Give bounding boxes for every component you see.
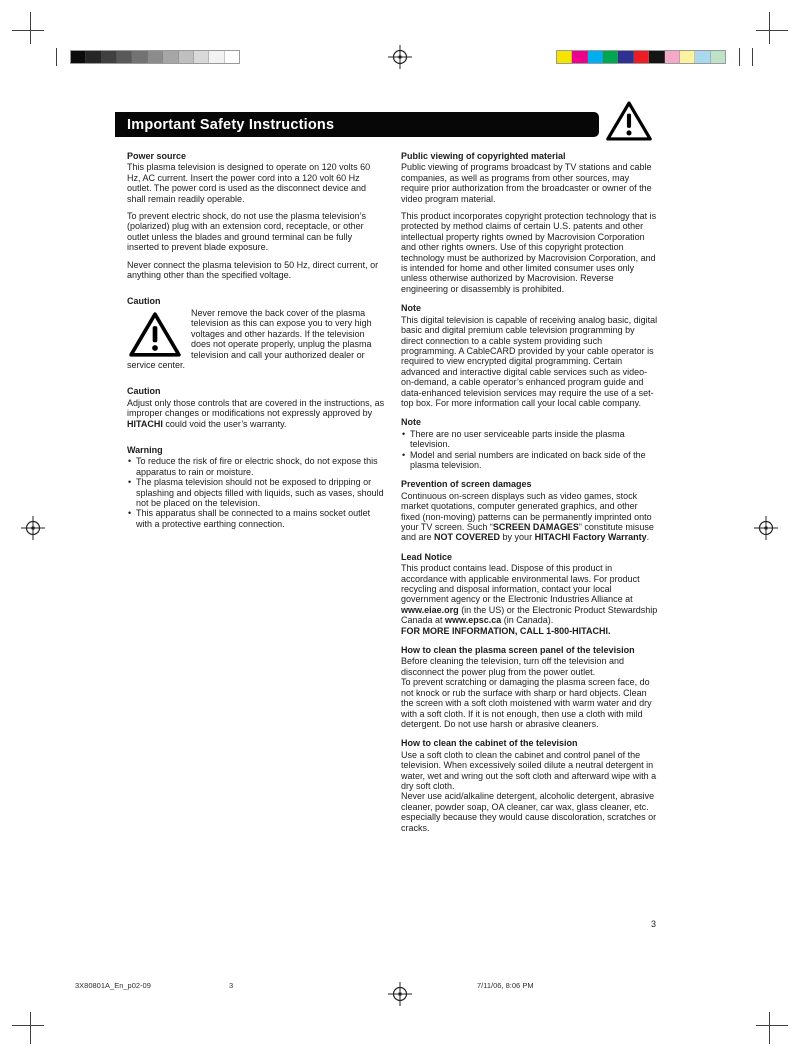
footer-datetime: 7/11/06, 8:06 PM <box>477 981 534 990</box>
paragraph: This digital television is capable of receiving analog basic, digital basic and digital premium cable television programming by direct connection to a cable system providing such programming. A CableCARD provided by your cable operator is required to view encrypted digital programming. Certain advanced and interactive digital cable services such as video-on-demand, a cable operator’s enhanced program guide and data-enhanced television services may require the use of a set-top box. For more information call your local cable company. <box>401 314 658 408</box>
right-column <box>401 151 659 842</box>
calibration-swatch <box>634 51 649 63</box>
section-heading: Caution <box>127 386 161 397</box>
calibration-swatch <box>148 51 163 63</box>
calibration-swatch <box>572 51 587 63</box>
section-body <box>401 750 659 833</box>
document-body <box>127 151 659 842</box>
paragraph: FOR MORE INFORMATION, CALL 1-800-HITACHI. <box>401 625 611 636</box>
section-caution-back-cover <box>127 296 385 370</box>
left-column <box>127 151 385 842</box>
warning-triangle-icon <box>606 100 652 142</box>
crop-mark <box>30 12 31 44</box>
section-body <box>401 429 659 471</box>
bullet-list <box>127 456 385 529</box>
section-public-viewing <box>401 151 659 294</box>
paragraph: This product contains lead. Dispose of this product in accordance with applicable environmental laws. For product recycling and disposal information, contact your local government agency or the Electronic Industries Alliance at www.eiae.org (in the US) or the Electronic Product Stewardship Canada at www.epsc.ca (in Canada). <box>401 563 658 626</box>
section-heading: How to clean the plasma screen panel of the television <box>401 645 635 656</box>
section-heading: Warning <box>127 444 163 455</box>
section-clean-cabinet <box>401 738 659 833</box>
crop-mark <box>12 30 44 31</box>
paragraph: Before cleaning the television, turn off the television and disconnect the power plug from the power outlet. <box>401 656 624 677</box>
tick-mark <box>752 48 753 66</box>
section-heading: Note <box>401 417 421 428</box>
crop-mark <box>12 1025 44 1026</box>
calibration-swatch <box>132 51 147 63</box>
paragraph: Use a soft cloth to clean the cabinet and control panel of the television. When excessively soiled dilute a neutral detergent in water, wet and wring out the soft cloth and afterward wipe with a dry soft cloth. <box>401 749 657 791</box>
tick-mark <box>739 48 740 66</box>
calibration-swatch <box>603 51 618 63</box>
calibration-swatch <box>225 51 239 63</box>
section-heading: Power source <box>127 151 187 161</box>
calibration-swatch <box>163 51 178 63</box>
section-heading: How to clean the cabinet of the television <box>401 738 578 749</box>
calibration-swatch <box>557 51 572 63</box>
section-body <box>127 456 385 529</box>
footer-page: 3 <box>229 981 234 990</box>
warning-triangle-icon <box>606 100 652 142</box>
color-calibration-bar <box>556 50 726 64</box>
calibration-swatch <box>695 51 710 63</box>
paragraph: This product incorporates copyright protection technology that is protected by method claims of certain U.S. patents and other intellectual property rights owned by Macrovision Corporation and other rights owners. Use of this copyright protection technology must be authorized by Macrovision Corporation, and is intended for home and other limited consumer uses only unless otherwise authorized by Macrovision. Reverse engineering or disassembly is prohibited. <box>401 211 657 294</box>
calibration-swatch <box>86 51 101 63</box>
section-body <box>401 563 659 636</box>
section-body <box>401 491 659 543</box>
section-heading: Note <box>401 303 421 314</box>
paragraph: Adjust only those controls that are covered in the instructions, as improper changes or modifications not expressly approved by HITACHI could void the user’s warranty. <box>127 397 385 429</box>
section-note-serviceable <box>401 417 659 470</box>
paragraph: This plasma television is designed to operate on 120 volts 60 Hz, AC current. Insert the power cord into a 120 volt 60 Hz outlet. The power cord is used as the disconnect device and shall remain readily operable. <box>127 162 371 204</box>
calibration-swatch <box>711 51 725 63</box>
calibration-swatch <box>588 51 603 63</box>
warning-triangle-icon <box>129 311 181 358</box>
page-title: Important Safety Instructions <box>127 116 335 133</box>
list-item: • There are no user serviceable parts inside the plasma television. <box>401 429 659 450</box>
section-lead-notice <box>401 552 659 636</box>
grayscale-calibration-bar <box>70 50 240 64</box>
section-heading: Public viewing of copyrighted material <box>401 151 566 161</box>
crop-mark <box>769 12 770 44</box>
paragraph: Continuous on-screen displays such as video games, stock market quotations, computer generated graphics, and other fixed (non-moving) patterns can be permanently imprinted onto your TV screen. Such “SCREEN DAMAGES” constitute misuse and are NOT COVERED by your HITACHI Factory Warranty. <box>401 490 654 543</box>
registration-mark <box>754 516 778 540</box>
calibration-swatch <box>649 51 664 63</box>
section-heading: Prevention of screen damages <box>401 479 532 490</box>
section-body <box>401 656 659 729</box>
paragraph: To prevent scratching or damaging the plasma screen face, do not knock or rub the surface with sharp or hard objects. Clean the screen with a soft cloth moistened with warm water and dry with a soft cloth. If it is not enough, then use a cloth with mild detergent. Do not use harsh or abrasive cleaners. <box>401 677 652 729</box>
section-body <box>127 308 385 370</box>
list-item: • To reduce the risk of fire or electric shock, do not expose this apparatus to rain or moisture. <box>127 456 385 477</box>
calibration-swatch <box>117 51 132 63</box>
crop-mark <box>756 1025 788 1026</box>
page-number: 3 <box>651 919 657 929</box>
list-item: • This apparatus shall be connected to a mains socket outlet with a protective earthing connection. <box>127 508 385 529</box>
print-footer <box>0 981 800 993</box>
page-title-bar <box>115 112 599 137</box>
crop-mark <box>769 1012 770 1044</box>
section-body <box>127 162 385 280</box>
section-caution-controls <box>127 386 385 429</box>
calibration-swatch <box>665 51 680 63</box>
crop-mark <box>30 1012 31 1044</box>
paragraph: Never connect the plasma television to 50 Hz, direct current, or anything other than the specified voltage. <box>127 259 379 281</box>
section-clean-screen <box>401 645 659 729</box>
paragraph: Never remove the back cover of the plasma television as this can expose you to very high voltages and other hazards. If the television does not operate properly, unplug the plasma television and call your authorized dealer or service center. <box>127 307 372 370</box>
list-item: • The plasma television should not be exposed to dripping or splashing and objects filled with liquids, such as vases, should not be placed on the television. <box>127 477 385 508</box>
calibration-swatch <box>209 51 224 63</box>
section-note-cablecard <box>401 303 659 408</box>
crop-mark <box>756 30 788 31</box>
calibration-swatch <box>102 51 117 63</box>
paragraph: Public viewing of programs broadcast by TV stations and cable companies, as well as programs from other sources, may require prior authorization from the broadcaster or owner of the video program material. <box>401 162 652 204</box>
registration-mark <box>21 516 45 540</box>
tick-mark <box>56 48 57 66</box>
calibration-swatch <box>179 51 194 63</box>
section-body <box>127 398 385 429</box>
paragraph: Never use acid/alkaline detergent, alcoholic detergent, abrasive cleaner, powder soap, OA cleaner, car wax, glass cleaner, etc. especially because they would cause discoloration, scratches or cracks. <box>401 791 657 833</box>
calibration-swatch <box>194 51 209 63</box>
section-screen-damages <box>401 479 659 542</box>
paragraph: To prevent electric shock, do not use the plasma television’s (polarized) plug with an extension cord, receptacle, or other outlet unless the blades and ground terminal can be fully inserted to prevent blade exposure. <box>127 211 366 253</box>
footer-doc-code: 3X80801A_En_p02-09 <box>75 981 151 990</box>
calibration-swatch <box>618 51 633 63</box>
section-heading: Lead Notice <box>401 551 453 562</box>
list-item: • Model and serial numbers are indicated on back side of the plasma television. <box>401 450 659 471</box>
bullet-list <box>401 429 659 471</box>
calibration-swatch <box>71 51 86 63</box>
calibration-swatch <box>680 51 695 63</box>
section-heading: Caution <box>127 296 161 307</box>
section-body <box>401 315 659 409</box>
registration-mark <box>388 45 412 69</box>
section-power-source <box>127 151 385 280</box>
section-body <box>401 162 659 294</box>
section-warning <box>127 445 385 529</box>
